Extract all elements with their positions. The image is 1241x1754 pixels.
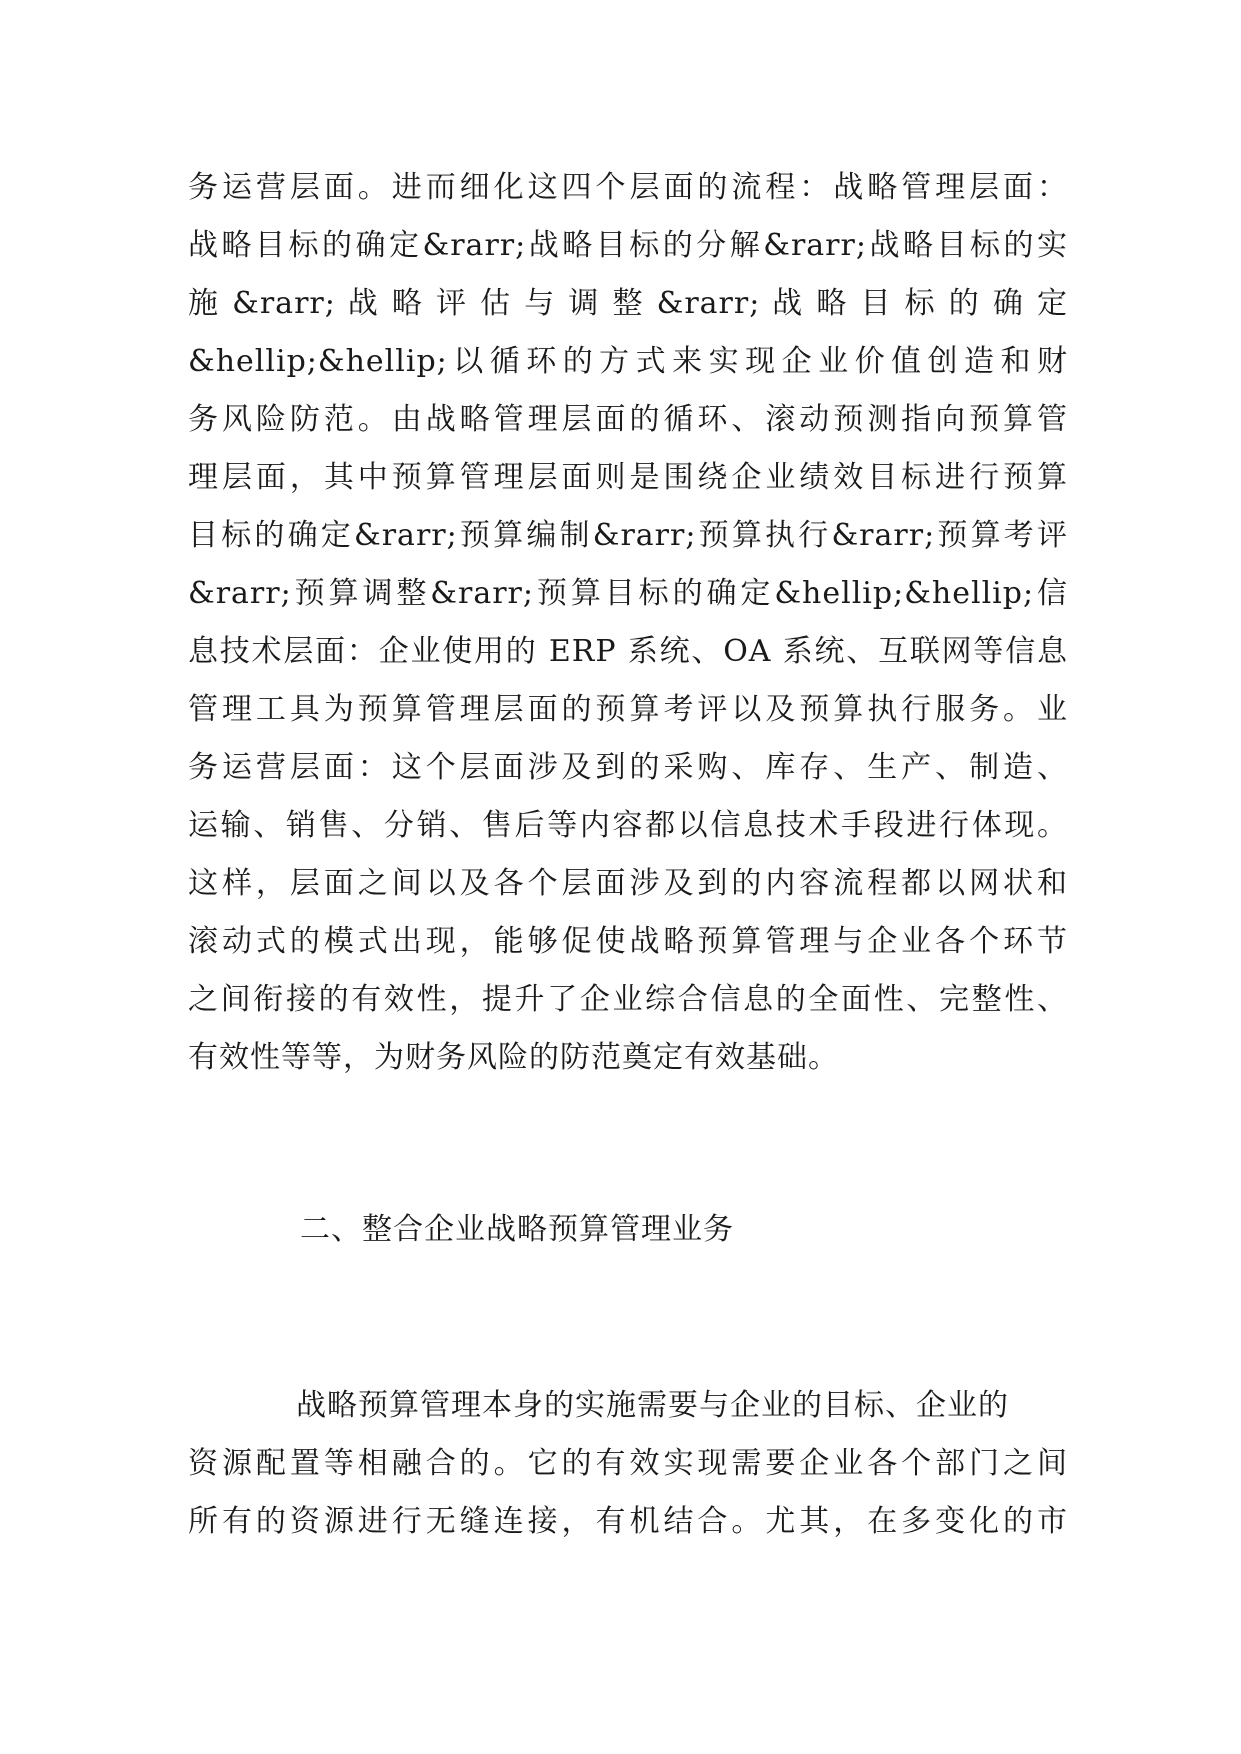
section-heading: 二、整合企业战略预算管理业务 (300, 1212, 734, 1247)
paragraph-1-line-3: 施 &rarr; 战 略 评 估 与 调 整 &rarr; 战 略 目 标 的 确 定 (188, 286, 1068, 321)
paragraph-1-line-6: 理层面，其中预算管理层面则是围绕企业绩效目标进行预算 (188, 460, 1068, 495)
paragraph-1-line-5: 务风险防范。由战略管理层面的循环、滚动预测指向预算管 (188, 402, 1068, 437)
paragraph-1-line-8: &rarr;预算调整&rarr;预算目标的确定&hellip;&hellip;信 (188, 576, 1068, 611)
paragraph-2-line-1: 战略预算管理本身的实施需要与企业的目标、企业的 (296, 1388, 1009, 1423)
paragraph-1-line-9: 息技术层面：企业使用的 ERP 系统、OA 系统、互联网等信息 (188, 634, 1068, 669)
paragraph-2-line-2: 资源配置等相融合的。它的有效实现需要企业各个部门之间 (188, 1446, 1068, 1481)
paragraph-1-line-2: 战略目标的确定&rarr;战略目标的分解&rarr;战略目标的实 (188, 228, 1068, 263)
paragraph-1-line-11: 务运营层面：这个层面涉及到的采购、库存、生产、制造、 (188, 750, 1068, 785)
paragraph-1-line-12: 运输、销售、分销、售后等内容都以信息技术手段进行体现。 (188, 808, 1068, 843)
paragraph-1-line-13: 这样，层面之间以及各个层面涉及到的内容流程都以网状和 (188, 866, 1068, 901)
paragraph-1-line-1: 务运营层面。进而细化这四个层面的流程：战略管理层面： (188, 170, 1068, 205)
paragraph-1-line-10: 管理工具为预算管理层面的预算考评以及预算执行服务。业 (188, 692, 1068, 727)
paragraph-1-line-16: 有效性等等，为财务风险的防范奠定有效基础。 (188, 1040, 839, 1075)
paragraph-1-line-14: 滚动式的模式出现，能够促使战略预算管理与企业各个环节 (188, 924, 1068, 959)
paragraph-2-line-3: 所有的资源进行无缝连接，有机结合。尤其，在多变化的市 (188, 1504, 1068, 1539)
paragraph-1-line-15: 之间衔接的有效性，提升了企业综合信息的全面性、完整性、 (188, 982, 1068, 1017)
paragraph-1-line-7: 目标的确定&rarr;预算编制&rarr;预算执行&rarr;预算考评 (188, 518, 1068, 553)
paragraph-1-line-4: &hellip;&hellip;以循环的方式来实现企业价值创造和财 (188, 344, 1068, 379)
